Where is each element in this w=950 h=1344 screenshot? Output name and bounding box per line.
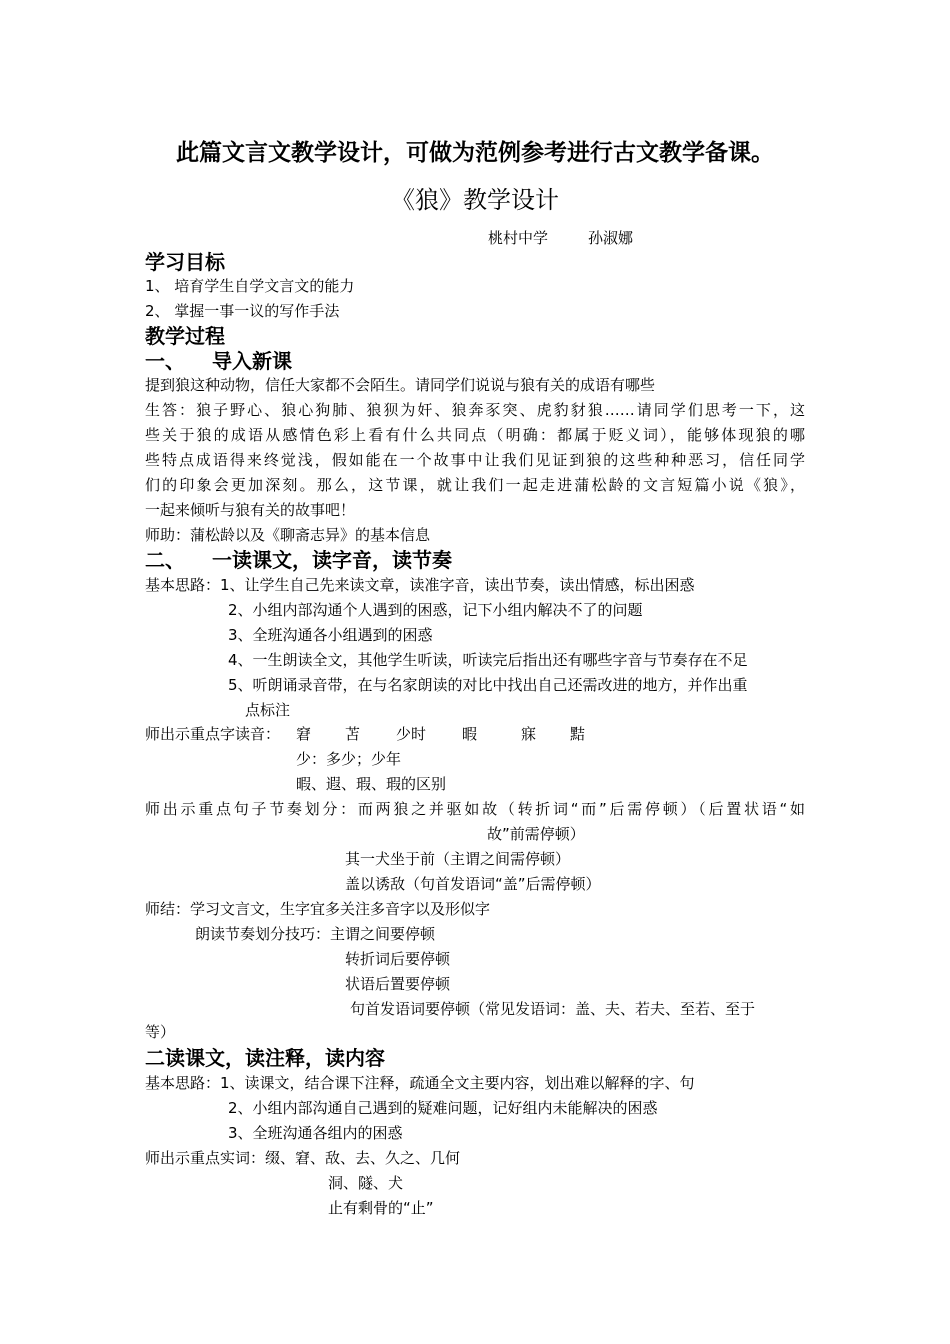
rhythm-line: 师出示重点句子节奏划分：而两狼之并驱如故（转折词“而”后需停顿）（后置状语“如	[145, 800, 805, 818]
pronunciation-char: 窘	[296, 725, 312, 743]
page-top-note: 此篇文言文教学设计，可做为范例参考进行古文教学备课。	[176, 140, 774, 166]
paragraph-line: 师助：蒲松龄以及《聊斋志异》的基本信息	[145, 526, 431, 544]
goal-item: 2、 掌握一事一议的写作手法	[145, 302, 340, 320]
summary-line: 等）	[145, 1023, 176, 1041]
pronunciation-line: 少：多少；少年	[296, 750, 402, 768]
author-name: 孙淑娜	[588, 229, 634, 247]
step-line: 2、小组内部沟通自己遇到的疑难问题，记好组内未能解决的困惑	[228, 1099, 658, 1117]
pronunciation-char: 暇	[462, 725, 478, 743]
section-2-title: 一读课文，读字音，读节奏	[212, 548, 452, 572]
pronunciation-label: 师出示重点字读音：	[145, 725, 281, 743]
rhythm-line: 故”前需停顿）	[487, 825, 585, 843]
page-title: 《狼》教学设计	[391, 186, 559, 214]
step-line: 3、全班沟通各组内的困惑	[228, 1124, 403, 1142]
pronunciation-char: 寐	[521, 725, 537, 743]
paragraph-line: 生答：狼子野心、狼心狗肺、狼狈为奸、狼奔豕突、虎豹豺狼……请同学们思考一下，这	[145, 401, 805, 419]
rhythm-line: 盖以诱敌（句首发语词“盖”后需停顿）	[345, 875, 601, 893]
paragraph-line: 提到狼这种动物，信任大家都不会陌生。请同学们说说与狼有关的成语有哪些	[145, 376, 656, 394]
paragraph-line: 些特点成语得来终觉浅，假如能在一个故事中让我们见证到狼的这些种种恶习，信任同学	[145, 451, 805, 469]
step-line: 5、听朗诵录音带，在与名家朗读的对比中找出自己还需改进的地方，并作出重	[228, 676, 748, 694]
word-line: 师出示重点实词：缀、窘、敌、去、久之、几何	[145, 1149, 461, 1167]
section-3-title: 二读课文，读注释，读内容	[145, 1046, 385, 1070]
word-line: 洞、隧、犬	[328, 1174, 404, 1192]
goals-heading: 学习目标	[145, 250, 225, 274]
summary-line: 朗读节奏划分技巧：主谓之间要停顿	[195, 925, 436, 943]
pronunciation-char: 少时	[396, 725, 427, 743]
summary-line: 状语后置要停顿	[345, 975, 451, 993]
step-line: 4、一生朗读全文，其他学生听读，听读完后指出还有哪些字音与节奏存在不足	[228, 651, 748, 669]
section-1-number: 一、	[145, 349, 185, 373]
step-line: 基本思路：1、读课文，结合课下注释，疏通全文主要内容，划出难以解释的字、句	[145, 1074, 695, 1092]
summary-line: 转折词后要停顿	[345, 950, 451, 968]
section-1-title: 导入新课	[212, 349, 292, 373]
step-line: 点标注	[245, 701, 291, 719]
summary-line: 师结：学习文言文，生字宜多关注多音字以及形似字	[145, 900, 491, 918]
pronunciation-line: 暇、遐、瑕、瑕的区别	[296, 775, 447, 793]
pronunciation-char: 苫	[345, 725, 361, 743]
word-line: 止有剩骨的“止”	[328, 1199, 434, 1217]
paragraph-line: 些关于狼的成语从感情色彩上看有什么共同点（明确：都属于贬义词），能够体现狼的哪	[145, 426, 805, 444]
pronunciation-char: 黠	[570, 725, 586, 743]
step-line: 基本思路：1、让学生自己先来读文章，读准字音，读出节奏，读出情感，标出困惑	[145, 576, 695, 594]
step-line: 2、小组内部沟通个人遇到的困惑，记下小组内解决不了的问题	[228, 601, 643, 619]
goal-item: 1、 培育学生自学文言文的能力	[145, 277, 355, 295]
step-line: 3、全班沟通各小组遇到的困惑	[228, 626, 433, 644]
paragraph-line: 们的印象会更加深刻。那么，这节课，就让我们一起走进蒲松龄的文言短篇小说《狼》，	[145, 476, 805, 494]
school-name: 桃村中学	[488, 229, 549, 247]
process-heading: 教学过程	[145, 324, 225, 348]
section-2-number: 二、	[145, 548, 185, 572]
summary-line: 句首发语词要停顿（常见发语词：盖、夫、若夫、至若、至于	[350, 1000, 756, 1018]
rhythm-line: 其一犬坐于前（主谓之间需停顿）	[345, 850, 571, 868]
paragraph-line: 一起来倾听与狼有关的故事吧！	[145, 501, 356, 519]
